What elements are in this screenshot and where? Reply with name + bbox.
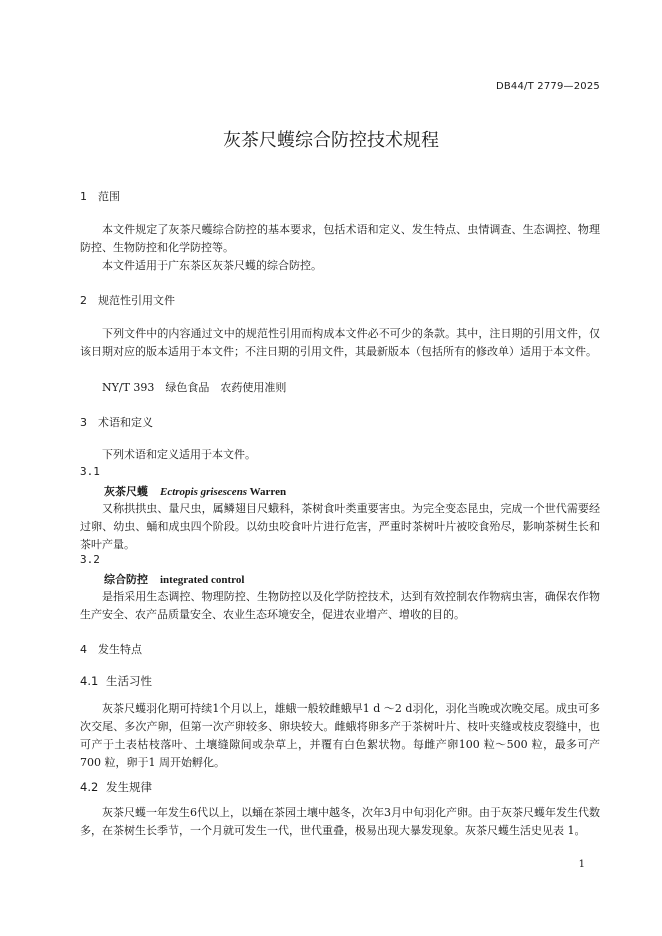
normative-refs-paragraph: 下列文件中的内容通过文中的规范性引用而构成本文件必不可少的条款。其中，注日期的引用文件，仅该日期对应的版本适用于本文件；不注日期的引用文件，其最新版本（包括所有的修改单）适用于本文件。 [80, 327, 600, 358]
subsection-4-2-text: 灰茶尺蠖一年发生6代以上，以蛹在茶园土壤中越冬，次年3月中旬羽化产卵。由于灰茶尺蠖年发生代数多，在茶树生长季节，一个月就可发生一代，世代重叠，极易出现大暴发现象。灰茶尺蠖生活史见表 1。 [80, 806, 600, 837]
section-number: 3 [80, 416, 87, 429]
term-3-2-title [104, 571, 244, 587]
section-number: 4 [80, 643, 87, 656]
terms-intro: 下列术语和定义适用于本文件。 [102, 448, 256, 461]
subsection-number: 4.2 [80, 780, 99, 794]
standard-code: DB44/T 2779—2025 [495, 81, 600, 92]
section-2-heading [80, 292, 175, 308]
section-title: 发生特点 [98, 643, 142, 656]
section-title: 规范性引用文件 [98, 294, 175, 307]
term-author: Warren [249, 486, 287, 498]
section-4-heading [80, 641, 142, 657]
term-chinese: 综合防控 [104, 573, 148, 586]
subsection-4-1-heading [80, 673, 152, 689]
term-latin-name: Ectropis grisescens [160, 486, 248, 498]
section-number: 1 [80, 190, 87, 203]
subsection-4-1-text: 灰茶尺蠖羽化期可持续1个月以上，雄蛾一般较雌蛾早1 d ～2 d羽化，羽化当晚或次晚交尾。成虫可多次交尾、多次产卵，但第一次产卵较多、卵块较大。雌蛾将卵多产于茶树叶片、枝叶夹缝或枝皮裂缝中，也可产于土表枯枝落叶、土壤缝隙间或杂草上，并覆有白色絮状物。每雌产卵100 粒～500 粒，最多可产700 粒，卵于1 周开始孵化。 [80, 702, 600, 769]
term-3-2-number: 3.2 [80, 553, 100, 566]
section-title: 术语和定义 [98, 416, 153, 429]
scope-paragraph-2: 本文件适用于广东茶区灰茶尺蠖的综合防控。 [102, 259, 322, 272]
reference-item: NY/T 393 绿色食品 农药使用准则 [102, 381, 287, 394]
term-english: integrated control [160, 574, 245, 586]
page-number: 1 [578, 859, 585, 870]
term-3-1-title [104, 483, 286, 499]
section-1-heading [80, 188, 120, 204]
subsection-title: 发生规律 [106, 780, 152, 794]
section-number: 2 [80, 294, 87, 307]
subsection-number: 4.1 [80, 674, 99, 688]
term-3-2-definition: 是指采用生态调控、物理防控、生物防控以及化学防控技术，达到有效控制农作物病虫害，确保农作物生产安全、农产品质量安全、农业生态环境安全，促进农业增产、增收的目的。 [80, 590, 600, 621]
section-3-heading [80, 414, 153, 430]
scope-paragraph-1: 本文件规定了灰茶尺蠖综合防控的基本要求，包括术语和定义、发生特点、虫情调查、生态调控、物理防控、生物防控和化学防控等。 [80, 223, 600, 254]
subsection-title: 生活习性 [106, 674, 152, 688]
subsection-4-2-heading [80, 779, 152, 795]
term-3-1-number: 3.1 [80, 465, 100, 478]
term-chinese: 灰茶尺蠖 [104, 485, 148, 498]
section-title: 范围 [98, 190, 120, 203]
term-3-1-definition: 又称拱拱虫、量尺虫，属鳞翅目尺蛾科，茶树食叶类重要害虫。为完全变态昆虫，完成一个世代需要经过卵、幼虫、蛹和成虫四个阶段。以幼虫咬食叶片进行危害，严重时茶树叶片被咬食殆尽，影响茶树生长和茶叶产量。 [80, 502, 600, 551]
document-title: 灰茶尺蠖综合防控技术规程 [223, 130, 439, 151]
